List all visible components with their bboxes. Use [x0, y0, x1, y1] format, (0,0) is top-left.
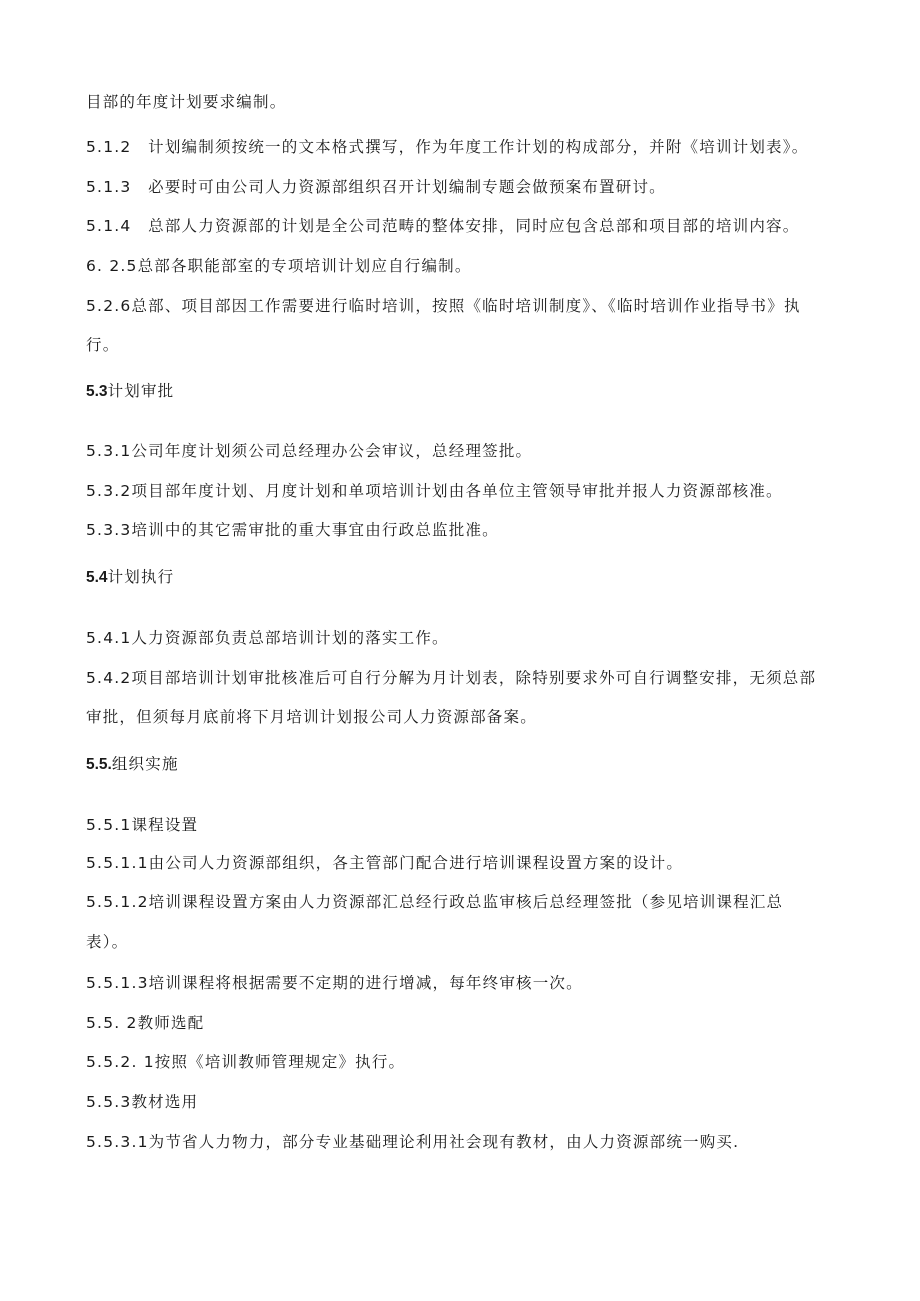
paragraph-line: 5.5.1.1由公司人力资源部组织，各主管部门配合进行培训课程设置方案的设计。 [86, 854, 684, 872]
section-title: 计划执行 [107, 568, 175, 586]
paragraph-line: 5.5. 2教师选配 [86, 1014, 205, 1032]
paragraph-line: 5.5.2. 1按照《培训教师管理规定》执行。 [86, 1053, 406, 1071]
paragraph-line: 5.3.1公司年度计划须公司总经理办公会审议，总经理签批。 [86, 442, 533, 460]
paragraph-line: 5.1.3 必要时可由公司人力资源部组织召开计划编制专题会做预案布置研讨。 [86, 178, 666, 196]
paragraph-line: 5.1.4 总部人力资源部的计划是全公司范畴的整体安排，同时应包含总部和项目部的培训内容。 [86, 217, 800, 235]
paragraph-line: 5.4.2项目部培训计划审批核准后可自行分解为月计划表，除特别要求外可自行调整安排，无须总部 [86, 669, 817, 687]
paragraph-line: 5.4.1人力资源部负责总部培训计划的落实工作。 [86, 629, 449, 647]
paragraph-line: 5.5.3教材选用 [86, 1093, 199, 1111]
section-title: 计划审批 [107, 382, 175, 400]
section-heading-5-5 [86, 754, 179, 775]
paragraph-line: 目部的年度计划要求编制。 [86, 93, 287, 111]
paragraph-line: 5.3.2项目部年度计划、月度计划和单项培训计划由各单位主管领导审批并报人力资源部核准。 [86, 482, 783, 500]
paragraph-line: 表）。 [86, 933, 129, 951]
section-heading-5-4 [86, 567, 174, 588]
section-title: 组织实施 [111, 755, 179, 773]
paragraph-line: 5.5.1.2培训课程设置方案由人力资源部汇总经行政总监审核后总经理签批（参见培训课程汇总 [86, 893, 784, 911]
section-number: 5.5. [86, 756, 112, 773]
paragraph-line: 5.3.3培训中的其它需审批的重大事宜由行政总监批准。 [86, 521, 499, 539]
paragraph-line: 5.5.1课程设置 [86, 816, 199, 834]
paragraph-line: 5.5.1.3培训课程将根据需要不定期的进行增减，每年终审核一次。 [86, 974, 583, 992]
section-heading-5-3 [86, 381, 174, 402]
paragraph-line: 审批，但须每月底前将下月培训计划报公司人力资源部备案。 [86, 708, 537, 726]
paragraph-line: 5.1.2 计划编制须按统一的文本格式撰写，作为年度工作计划的构成部分，并附《培训计划表》。 [86, 138, 809, 156]
section-number: 5.3 [86, 383, 108, 400]
paragraph-line: 5.2.6总部、项目部因工作需要进行临时培训，按照《临时培训制度》、《临时培训作业指导书》执 [86, 297, 801, 315]
paragraph-line: 行。 [86, 336, 120, 354]
section-number: 5.4 [86, 569, 108, 586]
paragraph-line: 5.5.3.1为节省人力物力，部分专业基础理论利用社会现有教材，由人力资源部统一购买. [86, 1133, 740, 1151]
paragraph-line: 6. 2.5总部各职能部室的专项培训计划应自行编制。 [86, 257, 472, 275]
